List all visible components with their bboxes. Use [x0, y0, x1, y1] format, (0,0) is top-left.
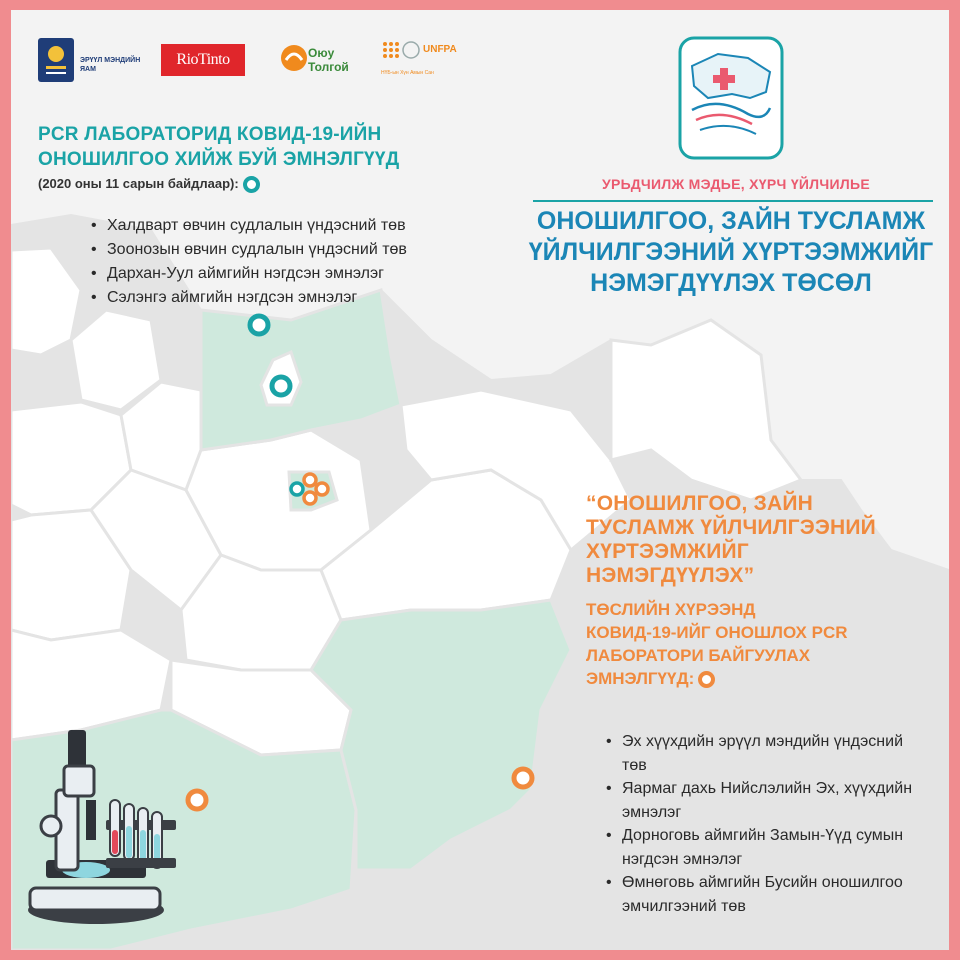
date-note [38, 176, 260, 193]
list-item: • Дорноговь аймгийн Замын-Үүд сумын нэгдсэн эмнэлэг [606, 824, 926, 871]
right-quote-heading [586, 492, 946, 588]
teal-marker-icon [243, 176, 260, 193]
project-title-line3: НЭМЭГДҮҮЛЭХ ТӨСӨЛ [590, 269, 872, 297]
list-item: • Өмнөговь аймгийн Бусийн оношилгоо эмчилгээний төв [606, 871, 926, 918]
oyu-tolgoi-icon [280, 40, 310, 76]
marker-selenge [250, 316, 268, 334]
list-item: • Дархан-Уул аймгийн нэгдсэн эмнэлэг [91, 262, 407, 286]
right-quote-line4: НЭМЭГДҮҮЛЭХ” [586, 564, 755, 587]
project-title-line1: ОНОШИЛГОО, ЗАЙН ТУСЛАМЖ [536, 207, 926, 235]
marker-ub-orange-2 [316, 483, 328, 495]
existing-labs-list [91, 214, 407, 310]
project-subtitle: УРЬДЧИЛЖ МЭДЬЕ, ХҮРЧ ҮЙЛЧИЛЬЕ [601, 176, 871, 192]
oyu-tolgoi-line2: Толгой [308, 60, 349, 74]
marker-ub-teal [291, 483, 303, 495]
unfpa-dots-icon [381, 40, 421, 68]
list-item: • Яармаг дахь Нийслэлийн Эх, хүүхдийн эмнэлэг [606, 777, 926, 824]
date-note-text: (2020 оны 11 сарын байдлаар): [38, 176, 239, 191]
orange-marker-icon [698, 671, 715, 688]
right-sub-line2: КОВИД-19-ИЙГ ОНОШЛОХ PCR [586, 623, 848, 642]
marker-darkhan [272, 377, 290, 395]
list-item: • Сэлэнгэ аймгийн нэгдсэн эмнэлэг [91, 286, 407, 310]
riotinto-logo: RioTinto [161, 44, 245, 76]
project-title-line2: ҮЙЛЧИЛГЭЭНИЙ ХҮРТЭЭМЖИЙГ [528, 238, 934, 266]
project-title [511, 206, 949, 299]
left-heading [38, 122, 458, 172]
shield-emblem-icon [36, 38, 76, 82]
right-sub-line3: ЛАБОРАТОРИ БАЙГУУЛАХ [586, 646, 811, 665]
map-hands-icon [678, 36, 784, 160]
right-quote-line1: “ОНОШИЛГОО, ЗАЙН [586, 492, 814, 515]
list-item: • Зоонозын өвчин судлалын үндэсний төв [91, 238, 407, 262]
list-item: • Халдварт өвчин судлалын үндэсний төв [91, 214, 407, 238]
left-heading-line2: ОНОШИЛГОО ХИЙЖ БУЙ ЭМНЭЛГҮҮД [38, 149, 400, 170]
project-labs-list [606, 730, 926, 918]
unfpa-sub-label: НҮБ-ын Хүн Амын Сан [381, 70, 434, 76]
microscope-icon [16, 730, 216, 940]
unfpa-logo [381, 40, 461, 86]
right-sub-line4: ЭМНЭЛГҮҮД: [586, 669, 695, 688]
marker-ub-orange-3 [304, 492, 316, 504]
marker-ub-orange-1 [304, 474, 316, 486]
oyu-tolgoi-logo [280, 40, 360, 86]
infographic-frame [11, 10, 949, 950]
test-tubes-icon [106, 800, 176, 868]
right-sub-line1: ТӨСЛИЙН ХҮРЭЭНД [586, 600, 756, 619]
right-quote-line2: ТУСЛАМЖ ҮЙЛЧИЛГЭЭНИЙ [586, 516, 876, 539]
unfpa-label: UNFPA [423, 44, 457, 55]
right-sub-heading [586, 598, 946, 690]
oyu-tolgoi-line1: Оюу [308, 46, 335, 60]
right-quote-line3: ХҮРТЭЭМЖИЙГ [586, 540, 749, 563]
marker-zamyn-uud [514, 769, 532, 787]
list-item: • Эх хүүхдийн эрүүл мэндийн үндэсний төв [606, 730, 926, 777]
project-divider [533, 200, 933, 202]
left-heading-line1: PCR ЛАБОРАТОРИД КОВИД-19-ИЙН [38, 124, 382, 145]
ministry-of-health-label: ЭРҮҮЛ МЭНДИЙН ЯАМ [80, 57, 141, 73]
